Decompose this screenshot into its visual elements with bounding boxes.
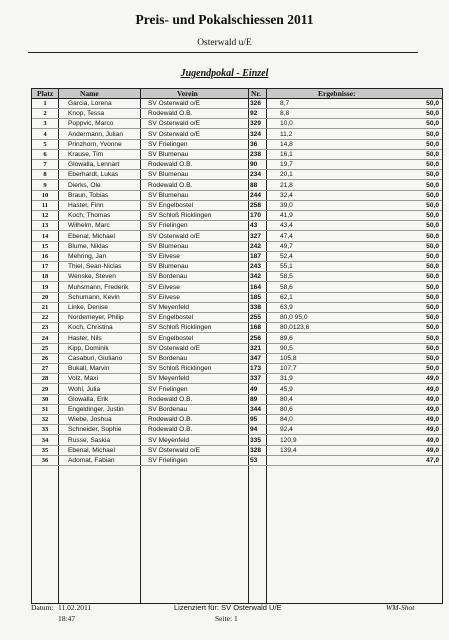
table-row <box>32 446 442 456</box>
row-nr: 342 <box>250 273 262 281</box>
row-name: Prinzhorn, Yvonne <box>68 140 122 148</box>
document-subtitle: Osterwald u/E <box>197 38 252 48</box>
row-name: Kipp, Dominik <box>68 344 109 352</box>
row-nr: 187 <box>250 253 262 260</box>
row-nr: 347 <box>250 355 262 362</box>
row-result: 58,5 <box>280 273 293 281</box>
row-nr: 95 <box>250 416 258 424</box>
row-total: 50,0 <box>426 242 439 250</box>
row-place: 20 <box>41 293 49 301</box>
row-name: Wenske, Steven <box>68 273 116 281</box>
row-result: 11,2 <box>280 130 293 138</box>
row-result: 139,4 <box>280 446 297 454</box>
row-nr: 328 <box>250 446 262 454</box>
row-nr: 49 <box>250 385 258 393</box>
row-result: 41,9 <box>280 212 293 220</box>
row-result: 16,1 <box>280 151 293 158</box>
row-total: 50,0 <box>426 355 439 362</box>
header-place: Platz <box>37 89 54 98</box>
row-name: Adomat, Fabian <box>68 457 115 464</box>
row-name: Muhsmann, Frederik <box>68 283 129 291</box>
table-row <box>32 344 442 354</box>
row-club: SV Frielingen <box>148 457 188 464</box>
table-row <box>32 303 442 313</box>
row-club: SV Blumenau <box>148 191 189 199</box>
row-place: 35 <box>41 446 49 454</box>
row-result: 62,1 <box>280 293 293 301</box>
table-row <box>32 425 442 435</box>
row-club: SV Eilvese <box>148 293 180 301</box>
row-total: 50,0 <box>426 365 439 373</box>
table-row <box>32 283 442 293</box>
table-row <box>32 160 442 170</box>
row-result: 14,8 <box>280 140 293 148</box>
row-nr: 185 <box>250 293 262 301</box>
row-club: SV Meyenfeld <box>148 375 190 383</box>
header-club: Verein <box>177 89 198 98</box>
row-club: Rodewald O.B. <box>148 416 193 424</box>
row-club: SV Osterwald o/E <box>148 344 201 352</box>
row-result: 19,7 <box>280 161 293 169</box>
row-total: 50,0 <box>426 212 439 220</box>
row-name: Bukall, Marvin <box>68 365 110 373</box>
row-nr: 89 <box>250 395 258 403</box>
table-row <box>32 140 442 150</box>
row-result: 10,0 <box>280 120 293 128</box>
results-table <box>31 88 443 604</box>
row-result: 80,0 95,0 <box>280 314 308 322</box>
row-nr: 242 <box>250 242 262 250</box>
table-row <box>32 201 442 211</box>
row-nr: 243 <box>250 263 262 271</box>
row-nr: 335 <box>250 436 262 444</box>
row-name: Mehring, Jan <box>68 253 107 260</box>
row-club: SV Meyenfeld <box>148 304 190 311</box>
row-total: 50,0 <box>426 334 439 342</box>
row-result: 58,6 <box>280 283 293 291</box>
row-nr: 337 <box>250 375 262 383</box>
row-club: SV Bordenau <box>148 273 188 281</box>
row-club: SV Blumenau <box>148 263 189 271</box>
row-name: Glowalla, Lennart <box>68 161 120 169</box>
table-row <box>32 109 442 119</box>
row-result: 47,4 <box>280 232 293 240</box>
row-result: 63,9 <box>280 304 293 311</box>
table-row <box>32 364 442 374</box>
row-nr: 244 <box>250 191 262 199</box>
header-results: Ergebnisse: <box>318 89 356 98</box>
row-club: SV Blumenau <box>148 171 189 179</box>
row-place: 25 <box>41 344 49 352</box>
document-title: Preis- und Pokalschiessen 2011 <box>135 12 314 27</box>
header-nr: Nr. <box>251 89 261 98</box>
table-row <box>32 354 442 364</box>
row-name: Linke, Denise <box>68 304 108 311</box>
section-heading: Jugendpokal - Einzel <box>180 68 269 79</box>
row-total: 47,0 <box>426 457 439 464</box>
row-result: 80,4 <box>280 395 293 403</box>
row-place: 2 <box>43 110 47 118</box>
table-row <box>32 313 442 323</box>
row-total: 49,0 <box>426 395 439 403</box>
row-club: SV Osterwald o/E <box>148 100 201 107</box>
row-result: 31,9 <box>280 375 293 383</box>
row-result: 107,7 <box>280 365 297 373</box>
row-total: 50,0 <box>426 293 439 301</box>
row-total: 50,0 <box>426 151 439 158</box>
row-club: Rodewald O.B. <box>148 181 193 189</box>
row-total: 50,0 <box>426 120 439 128</box>
row-place: 11 <box>41 202 49 209</box>
table-row <box>32 252 442 262</box>
row-name: Engeldinger, Justin <box>68 406 124 413</box>
row-nr: 324 <box>250 130 262 138</box>
row-name: Schumann, Kevin <box>68 293 120 301</box>
row-nr: 338 <box>250 304 262 311</box>
row-place: 28 <box>41 375 49 383</box>
row-result: 49,7 <box>280 242 293 250</box>
table-row <box>32 150 442 160</box>
row-place: 16 <box>41 253 49 260</box>
row-place: 4 <box>43 130 47 138</box>
row-club: SV Eilvese <box>148 253 180 260</box>
table-row <box>32 272 442 282</box>
table-row <box>32 436 442 446</box>
row-total: 50,0 <box>426 324 439 332</box>
row-club: SV Meyenfeld <box>148 436 190 444</box>
row-total: 50,0 <box>426 232 439 240</box>
row-nr: 170 <box>250 212 262 220</box>
row-total: 50,0 <box>426 191 439 199</box>
row-nr: 36 <box>250 140 258 148</box>
row-name: Haster, Finn <box>68 202 104 209</box>
row-total: 49,0 <box>426 385 439 393</box>
table-header <box>32 89 442 99</box>
table-row <box>32 232 442 242</box>
row-nr: 234 <box>250 171 262 179</box>
row-nr: 43 <box>250 222 258 230</box>
row-name: Garcia, Lorena <box>68 100 112 107</box>
row-total: 50,0 <box>426 171 439 179</box>
row-place: 24 <box>41 334 49 342</box>
row-nr: 53 <box>250 457 258 464</box>
table-row <box>32 415 442 425</box>
row-club: SV Engelbostel <box>148 202 194 209</box>
table-row <box>32 99 442 109</box>
row-result: 32,4 <box>280 191 293 199</box>
row-club: SV Eilvese <box>148 283 180 291</box>
row-name: Ebenal, Michael <box>68 446 115 454</box>
row-name: Koch, Christina <box>68 324 113 332</box>
table-row <box>32 456 442 466</box>
row-place: 8 <box>43 171 47 179</box>
row-place: 31 <box>41 406 49 413</box>
row-total: 50,0 <box>426 283 439 291</box>
row-club: SV Osterwald o/E <box>148 446 201 454</box>
row-club: SV Bordenau <box>148 355 188 362</box>
row-nr: 326 <box>250 100 262 107</box>
row-total: 50,0 <box>426 304 439 311</box>
row-nr: 344 <box>250 406 262 413</box>
row-result: 92,4 <box>280 426 293 434</box>
row-name: Knop, Tessa <box>68 110 105 118</box>
row-result: 89,6 <box>280 334 293 342</box>
row-place: 26 <box>41 355 49 362</box>
row-total: 49,0 <box>426 406 439 413</box>
row-place: 27 <box>41 365 49 373</box>
row-place: 17 <box>41 263 49 271</box>
row-club: Rodewald O.B. <box>148 110 193 118</box>
row-divider <box>32 465 442 466</box>
table-row <box>32 374 442 384</box>
row-club: SV Osterwald o/E <box>148 120 201 128</box>
row-place: 5 <box>43 140 47 148</box>
row-result: 20,1 <box>280 171 293 179</box>
row-total: 49,0 <box>426 436 439 444</box>
row-nr: 92 <box>250 110 258 118</box>
row-place: 3 <box>43 120 47 128</box>
row-place: 15 <box>41 242 49 250</box>
row-nr: 321 <box>250 344 262 352</box>
row-result: 120,9 <box>280 436 297 444</box>
row-result: 8,8 <box>280 110 290 118</box>
row-result: 39,0 <box>280 202 293 209</box>
row-place: 36 <box>41 457 49 464</box>
row-result: 80,6 <box>280 406 293 413</box>
row-name: Wohl, Julia <box>68 385 101 393</box>
row-place: 32 <box>41 416 49 424</box>
row-nr: 329 <box>250 120 262 128</box>
row-total: 49,0 <box>426 446 439 454</box>
row-club: SV Frielingen <box>148 140 188 148</box>
row-total: 50,0 <box>426 273 439 281</box>
table-row <box>32 130 442 140</box>
row-nr: 238 <box>250 151 262 158</box>
footer-license: Lizenziert für: SV Osterwald U/E <box>174 603 282 612</box>
row-place: 23 <box>41 324 49 332</box>
row-club: SV Frielingen <box>148 222 188 230</box>
row-name: Thiel, Sean-Niclas <box>68 263 122 271</box>
row-place: 34 <box>41 436 49 444</box>
row-name: Koch, Thomas <box>68 212 111 220</box>
header-name: Name <box>80 89 99 98</box>
row-result: 52,4 <box>280 253 293 260</box>
row-place: 33 <box>41 426 49 434</box>
row-name: Dierks, Ole <box>68 181 101 189</box>
row-club: SV Schloß Ricklingen <box>148 212 212 220</box>
row-nr: 90 <box>250 161 258 169</box>
row-place: 10 <box>41 191 49 199</box>
row-club: SV Blumenau <box>148 242 189 250</box>
row-result: 8,7 <box>280 100 290 107</box>
row-total: 49,0 <box>426 375 439 383</box>
row-club: SV Engelbostel <box>148 334 194 342</box>
row-place: 6 <box>43 151 47 158</box>
row-name: Casaburi, Giuliano <box>68 355 123 362</box>
table-row <box>32 334 442 344</box>
row-total: 50,0 <box>426 253 439 260</box>
row-total: 50,0 <box>426 110 439 118</box>
row-nr: 88 <box>250 181 258 189</box>
row-club: Rodewald O.B. <box>148 395 193 403</box>
row-name: Wilhelm, Marc <box>68 222 110 230</box>
table-row <box>32 323 442 333</box>
footer-software: WM-Shot <box>386 603 415 612</box>
row-nr: 168 <box>250 324 262 332</box>
table-row <box>32 181 442 191</box>
row-name: Andermann, Julian <box>68 130 123 138</box>
row-name: Ebenal, Michael <box>68 232 115 240</box>
row-name: Blume, Niklas <box>68 242 109 250</box>
footer-date-label: Datum: <box>31 603 54 612</box>
row-name: Haster, Nils <box>68 334 102 342</box>
row-place: 12 <box>41 212 49 220</box>
row-name: Krause, Tim <box>68 151 104 158</box>
row-total: 50,0 <box>426 202 439 209</box>
row-total: 49,0 <box>426 416 439 424</box>
table-row <box>32 405 442 415</box>
row-name: Wiebe, Joshua <box>68 416 112 424</box>
table-row <box>32 221 442 231</box>
table-row <box>32 262 442 272</box>
row-nr: 94 <box>250 426 258 434</box>
table-row <box>32 395 442 405</box>
table-row <box>32 211 442 221</box>
row-name: Glowalla, Erik <box>68 395 109 403</box>
table-row <box>32 170 442 180</box>
row-total: 50,0 <box>426 314 439 322</box>
row-club: SV Frielingen <box>148 385 188 393</box>
row-result: 45,9 <box>280 385 293 393</box>
title-divider <box>28 52 418 53</box>
row-club: Rodewald O.B. <box>148 426 193 434</box>
row-total: 50,0 <box>426 181 439 189</box>
row-name: Schneider, Sophie <box>68 426 122 434</box>
row-result: 55,1 <box>280 263 293 271</box>
row-name: Poppvic, Marco <box>68 120 114 128</box>
row-club: SV Osterwald o/E <box>148 232 201 240</box>
row-result: 84,0 <box>280 416 293 424</box>
row-place: 21 <box>41 304 49 311</box>
row-nr: 255 <box>250 314 262 322</box>
row-place: 1 <box>43 100 47 107</box>
row-result: 105,8 <box>280 355 297 362</box>
row-name: Braun, Tobias <box>68 191 109 199</box>
row-total: 50,0 <box>426 344 439 352</box>
row-place: 22 <box>41 314 49 322</box>
footer-page: Seite: 1 <box>215 614 238 623</box>
row-nr: 173 <box>250 365 262 373</box>
row-club: SV Blumenau <box>148 151 189 158</box>
table-row <box>32 242 442 252</box>
row-place: 18 <box>41 273 49 281</box>
row-place: 13 <box>41 222 49 230</box>
row-total: 50,0 <box>426 222 439 230</box>
row-total: 50,0 <box>426 263 439 271</box>
row-club: SV Osterwald o/E <box>148 130 201 138</box>
table-row <box>32 191 442 201</box>
row-total: 49,0 <box>426 426 439 434</box>
row-total: 50,0 <box>426 161 439 169</box>
row-club: SV Bordenau <box>148 406 188 413</box>
row-total: 50,0 <box>426 100 439 107</box>
row-club: SV Schloß Ricklingen <box>148 365 212 373</box>
row-total: 50,0 <box>426 130 439 138</box>
row-nr: 327 <box>250 232 262 240</box>
row-result: 80,0123,6 <box>280 324 310 332</box>
row-name: Russe, Saskia <box>68 436 111 444</box>
row-place: 19 <box>41 283 49 291</box>
row-result: 43,4 <box>280 222 293 230</box>
row-place: 29 <box>41 385 49 393</box>
row-place: 14 <box>41 232 49 240</box>
row-result: 90,5 <box>280 344 293 352</box>
footer-time: 18:47 <box>58 614 76 623</box>
row-result: 21,8 <box>280 181 293 189</box>
row-place: 9 <box>43 181 47 189</box>
row-club: Rodewald O.B. <box>148 161 193 169</box>
row-club: SV Schloß Ricklingen <box>148 324 212 332</box>
row-name: Eberhardt, Lukas <box>68 171 119 179</box>
row-name: Nordemeyer, Philip <box>68 314 124 322</box>
table-row <box>32 293 442 303</box>
row-nr: 164 <box>250 283 262 291</box>
table-row <box>32 385 442 395</box>
row-nr: 256 <box>250 334 262 342</box>
row-club: SV Engelbostel <box>148 314 194 322</box>
row-place: 30 <box>41 395 49 403</box>
row-total: 50,0 <box>426 140 439 148</box>
table-row <box>32 119 442 129</box>
row-name: Volz, Maxi <box>68 375 99 383</box>
footer-date: 11.02.2011 <box>58 603 92 612</box>
row-nr: 258 <box>250 202 262 209</box>
row-place: 7 <box>43 161 47 169</box>
